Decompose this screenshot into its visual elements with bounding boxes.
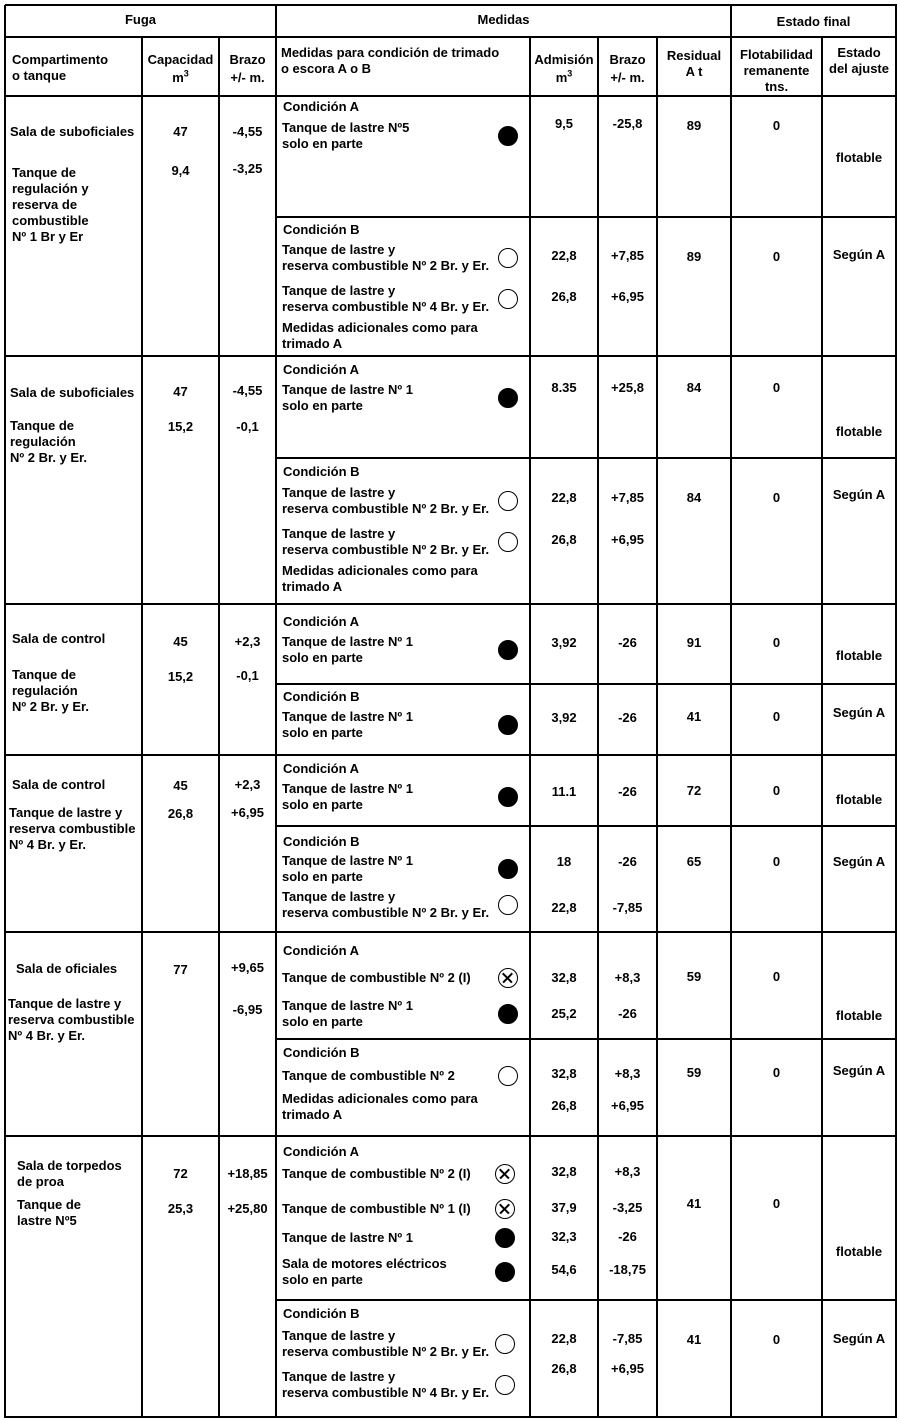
flotabilidad-value: 0 <box>772 249 781 264</box>
brazo-value: -18,75 <box>609 1262 646 1277</box>
residual-value: 65 <box>686 854 702 869</box>
capacity-value: 77 <box>173 962 188 977</box>
condition-label: Condición B <box>283 222 360 237</box>
fuga-header: Fuga <box>124 12 157 27</box>
compartment-name: Sala de suboficiales <box>10 124 135 139</box>
residual-value: 41 <box>686 709 702 724</box>
filled-circle-icon <box>498 787 518 807</box>
compartment-name: Tanque de lastre Nº5 <box>17 1197 82 1228</box>
condition-label: Condición A <box>283 362 360 377</box>
brazo-value: +6,95 <box>611 1361 644 1376</box>
brazo-value: +25,8 <box>611 380 644 395</box>
measure-text: Tanque de lastre y reserva combustible Nº 2 Br. y Er. <box>282 1328 490 1359</box>
admision-value: 32,8 <box>551 1164 577 1179</box>
compartment-name: Sala de control <box>12 777 106 792</box>
admision-value: 22,8 <box>551 248 577 263</box>
admision-value: 22,8 <box>551 1331 577 1346</box>
residual-value: 84 <box>686 380 702 395</box>
brazo-value: +7,85 <box>611 248 644 263</box>
capacidad-col-header: Capacidad <box>147 52 214 67</box>
arm-value: -4,55 <box>232 124 263 139</box>
brazo-value: -26 <box>618 1006 637 1021</box>
condition-divider <box>276 216 897 218</box>
filled-circle-icon <box>498 1004 518 1024</box>
condition-label: Condición B <box>283 689 360 704</box>
arm-value: +2,3 <box>234 777 261 792</box>
capacidad-unit-header: $m^3$ <box>172 68 189 85</box>
estado-ajuste-value: Según A <box>832 705 886 720</box>
arm-value: -0,1 <box>236 668 259 683</box>
admision-value: 22,8 <box>551 490 577 505</box>
filled-circle-icon <box>498 715 518 735</box>
estado-ajuste-value: Según A <box>832 247 886 262</box>
arm-value: +6,95 <box>231 805 264 820</box>
brazo-value: -7,85 <box>612 1331 643 1346</box>
section-divider <box>5 1416 897 1418</box>
compartment-name: Tanque de regulación Nº 2 Br. y Er. <box>12 667 90 714</box>
admision-value: 26,8 <box>551 1098 577 1113</box>
brazo-value: -26 <box>618 635 637 650</box>
brazo-value: -25,8 <box>612 116 643 131</box>
filled-circle-icon <box>495 1262 515 1282</box>
condition-label: Condición A <box>283 1144 360 1159</box>
measure-text: Tanque de lastre Nº 1 solo en parte <box>282 998 413 1029</box>
brazo-value: -7,85 <box>612 900 643 915</box>
estado-ajuste-value: flotable <box>835 792 883 807</box>
measure-text: Tanque de combustible Nº 2 (I) <box>282 1166 471 1181</box>
section-divider <box>5 355 897 357</box>
compartment-name: Tanque de regulación Nº 2 Br. y Er. <box>10 418 88 465</box>
admision-value: 8.35 <box>551 380 577 395</box>
residual-value: 84 <box>686 490 702 505</box>
condition-label: Condición B <box>283 1306 360 1321</box>
flotabilidad-value: 0 <box>772 490 781 505</box>
admision-value: 18 <box>556 854 572 869</box>
medidas-condicion-col-header: Medidas para condición de trimado o escora A o B <box>281 45 500 76</box>
brazo-col-header: Brazo <box>229 52 266 67</box>
residual-value: 89 <box>686 249 702 264</box>
additional-measures-note: Medidas adicionales como para trimado A <box>282 320 478 351</box>
compartment-name: Tanque de lastre y reserva combustible Nº 4 Br. y Er. <box>9 805 136 852</box>
section-divider <box>5 1135 897 1137</box>
flotabilidad-value: 0 <box>772 635 781 650</box>
additional-measures-note: Medidas adicionales como para trimado A <box>282 1091 478 1122</box>
table-top-border <box>5 4 897 6</box>
brazo-admision-unit-header: +/- m. <box>610 70 645 85</box>
estado-ajuste-col-header: Estado del ajuste <box>829 45 889 76</box>
open-circle-icon <box>498 532 518 552</box>
brazo-unit-header: +/- m. <box>230 70 265 85</box>
admision-value: 32,8 <box>551 970 577 985</box>
compartimento-col-header: Compartimento o tanque <box>12 52 109 83</box>
crossed-circle-icon <box>495 1164 515 1184</box>
capacity-value: 25,3 <box>167 1201 194 1216</box>
residual-value: 59 <box>686 969 702 984</box>
open-circle-icon <box>495 1334 515 1354</box>
brazo-value: +6,95 <box>611 289 644 304</box>
flotabilidad-col-header: Flotabilidad remanente tns. <box>740 47 813 94</box>
filled-circle-icon <box>498 126 518 146</box>
estado-ajuste-value: flotable <box>835 1244 883 1259</box>
brazo-value: -26 <box>618 784 637 799</box>
admision-value: 26,8 <box>551 1361 577 1376</box>
arm-value: -4,55 <box>232 383 263 398</box>
brazo-value: -26 <box>618 710 637 725</box>
table-left-border <box>4 5 6 1418</box>
section-divider <box>5 931 897 933</box>
condition-label: Condición B <box>283 834 360 849</box>
arm-value: +2,3 <box>234 634 261 649</box>
measure-text: Tanque de lastre y reserva combustible Nº 2 Br. y Er. <box>282 485 490 516</box>
arm-value: -0,1 <box>236 419 259 434</box>
compartment-name: Sala de torpedos de proa <box>17 1158 122 1189</box>
admision-value: 32,8 <box>551 1066 577 1081</box>
condition-divider <box>276 683 897 685</box>
admision-value: 9,5 <box>554 116 574 131</box>
measure-text: Tanque de lastre y reserva combustible Nº 4 Br. y Er. <box>282 283 490 314</box>
measure-text: Tanque de lastre Nº5 solo en parte <box>282 120 410 151</box>
brazo-value: -3,25 <box>612 1200 643 1215</box>
compartment-name: Sala de oficiales <box>16 961 118 976</box>
compartment-name: Sala de control <box>12 631 106 646</box>
open-circle-icon <box>498 248 518 268</box>
measure-text: Sala de motores eléctricos solo en parte <box>282 1256 447 1287</box>
estado-ajuste-value: flotable <box>835 424 883 439</box>
flotabilidad-value: 0 <box>772 709 781 724</box>
capacity-value: 47 <box>173 384 188 399</box>
condition-divider <box>276 1299 897 1301</box>
measure-text: Tanque de combustible Nº 2 (I) <box>282 970 471 985</box>
condition-label: Condición A <box>283 99 360 114</box>
capacity-value: 15,2 <box>167 419 194 434</box>
compartment-name: Tanque de regulación y reserva de combustible Nº 1 Br y Er <box>12 165 89 244</box>
flotabilidad-value: 0 <box>772 1332 781 1347</box>
condition-label: Condición A <box>283 761 360 776</box>
condition-divider <box>276 457 897 459</box>
brazo-value: +8,3 <box>614 1066 641 1081</box>
header-bottom-border <box>5 95 897 97</box>
residual-value: 41 <box>686 1196 702 1211</box>
capacity-value: 15,2 <box>167 669 194 684</box>
admision-value: 22,8 <box>551 900 577 915</box>
residual-value: 72 <box>686 783 702 798</box>
filled-circle-icon <box>495 1228 515 1248</box>
capacity-value: 9,4 <box>171 163 190 178</box>
arm-value: +25,80 <box>227 1201 268 1216</box>
capacity-value: 47 <box>173 124 188 139</box>
open-circle-icon <box>498 895 518 915</box>
estado-ajuste-value: Según A <box>832 487 886 502</box>
filled-circle-icon <box>498 640 518 660</box>
residual-value: 41 <box>686 1332 702 1347</box>
residual-col-header: Residual A t <box>666 48 722 79</box>
capacity-value: 45 <box>173 778 188 793</box>
capacity-value: 45 <box>173 634 188 649</box>
estado-ajuste-value: flotable <box>835 648 883 663</box>
residual-value: 91 <box>686 635 702 650</box>
residual-value: 59 <box>686 1065 702 1080</box>
brazo-value: -26 <box>618 1229 637 1244</box>
estado-ajuste-value: Según A <box>832 854 886 869</box>
flotabilidad-value: 0 <box>772 1065 781 1080</box>
admision-col-header: Admisión <box>534 52 594 67</box>
measure-text: Tanque de lastre Nº 1 solo en parte <box>282 781 413 812</box>
open-circle-icon <box>498 491 518 511</box>
flotabilidad-value: 0 <box>772 783 781 798</box>
condition-label: Condición A <box>283 614 360 629</box>
measure-text: Tanque de combustible Nº 1 (I) <box>282 1201 471 1216</box>
brazo-value: +6,95 <box>611 1098 644 1113</box>
flotabilidad-value: 0 <box>772 854 781 869</box>
additional-measures-note: Medidas adicionales como para trimado A <box>282 563 478 594</box>
estado-ajuste-value: flotable <box>835 150 883 165</box>
admision-value: 11.1 <box>551 784 577 799</box>
brazo-value: +6,95 <box>611 532 644 547</box>
admision-unit-header: $m^3$ <box>555 68 573 85</box>
brazo-value: +8,3 <box>614 1164 641 1179</box>
crossed-circle-icon <box>498 968 518 988</box>
section-divider <box>5 603 897 605</box>
admision-value: 26,8 <box>551 532 577 547</box>
brazo-value: +7,85 <box>611 490 644 505</box>
filled-circle-icon <box>498 388 518 408</box>
estado-final-header: Estado final <box>776 14 851 29</box>
estado-ajuste-value: flotable <box>835 1008 883 1023</box>
flotabilidad-value: 0 <box>772 969 781 984</box>
measure-text: Tanque de lastre Nº 1 solo en parte <box>282 709 413 740</box>
admision-value: 25,2 <box>551 1006 577 1021</box>
open-circle-icon <box>498 1066 518 1086</box>
condition-divider <box>276 825 897 827</box>
crossed-circle-icon <box>495 1199 515 1219</box>
open-circle-icon <box>495 1375 515 1395</box>
admision-value: 54,6 <box>551 1262 577 1277</box>
measure-text: Tanque de lastre y reserva combustible Nº 2 Br. y Er. <box>282 889 490 920</box>
compartment-name: Tanque de lastre y reserva combustible Nº 4 Br. y Er. <box>8 996 135 1043</box>
admision-value: 32,3 <box>551 1229 577 1244</box>
measure-text: Tanque de lastre y reserva combustible Nº 2 Br. y Er. <box>282 242 490 273</box>
arm-value: -6,95 <box>232 1002 263 1017</box>
capacity-value: 72 <box>173 1166 188 1181</box>
compartment-name: Sala de suboficiales <box>10 385 135 400</box>
admision-value: 3,92 <box>551 710 577 725</box>
admision-value: 3,92 <box>551 635 577 650</box>
brazo-value: -26 <box>618 854 637 869</box>
flotabilidad-value: 0 <box>772 380 781 395</box>
measure-text: Tanque de lastre Nº 1 solo en parte <box>282 853 413 884</box>
measure-text: Tanque de lastre Nº 1 solo en parte <box>282 634 413 665</box>
section-divider <box>5 754 897 756</box>
measure-text: Tanque de combustible Nº 2 <box>282 1068 455 1083</box>
open-circle-icon <box>498 289 518 309</box>
measure-text: Tanque de lastre y reserva combustible Nº 2 Br. y Er. <box>282 526 490 557</box>
estado-ajuste-value: Según A <box>832 1331 886 1346</box>
condition-label: Condición A <box>283 943 360 958</box>
condition-divider <box>276 1038 897 1040</box>
estado-ajuste-value: Según A <box>832 1063 886 1078</box>
filled-circle-icon <box>498 859 518 879</box>
condition-label: Condición B <box>283 464 360 479</box>
flotabilidad-value: 0 <box>772 1196 781 1211</box>
measure-text: Tanque de lastre Nº 1 solo en parte <box>282 382 413 413</box>
capacity-value: 26,8 <box>167 806 194 821</box>
arm-value: +18,85 <box>227 1166 268 1181</box>
brazo-admision-col-header: Brazo <box>609 52 646 67</box>
admision-value: 26,8 <box>551 289 577 304</box>
condition-label: Condición B <box>283 1045 360 1060</box>
header-divider <box>5 36 897 38</box>
medidas-header: Medidas <box>477 12 530 27</box>
admision-value: 37,9 <box>551 1200 577 1215</box>
flotabilidad-value: 0 <box>772 118 781 133</box>
arm-value: -3,25 <box>232 161 263 176</box>
brazo-value: +8,3 <box>614 970 641 985</box>
measure-text: Tanque de lastre Nº 1 <box>282 1230 413 1245</box>
residual-value: 89 <box>686 118 702 133</box>
measure-text: Tanque de lastre y reserva combustible Nº 4 Br. y Er. <box>282 1369 490 1400</box>
arm-value: +9,65 <box>231 960 264 975</box>
